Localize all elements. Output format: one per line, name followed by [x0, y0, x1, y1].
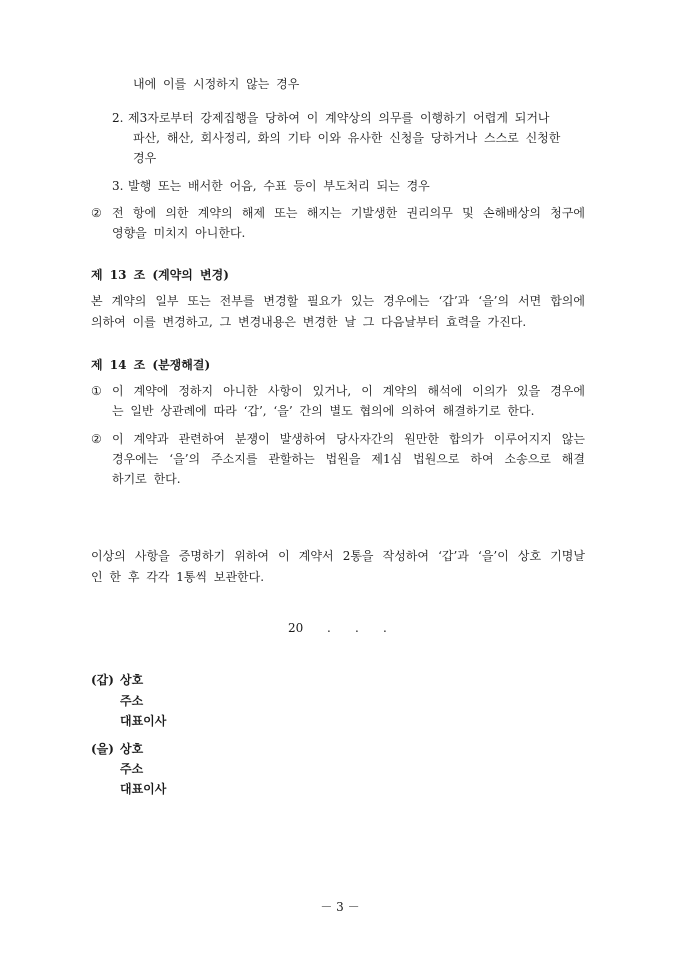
art14-para2-line1: 이 계약과 관련하여 분쟁이 발생하여 당사자간의 원만한 합의가 이루어지지 않는: [112, 432, 585, 446]
article-13-heading: 제 13 조 (계약의 변경): [91, 268, 229, 282]
party-b-company-label: 상호: [120, 742, 144, 756]
art14-para1-line1: 이 계약에 정하지 아니한 사항이 있거나, 이 계약의 해석에 이의가 있을 경우에: [112, 384, 585, 398]
party-b-ceo-label: 대표이사: [120, 782, 167, 796]
party-b-label: (을): [91, 742, 114, 756]
art14-para1-line2: 는 일반 상관례에 따라 ‘갑’, ‘을’ 간의 별도 협의에 의하여 해결하기로 한다.: [112, 404, 535, 418]
article-14-heading: 제 14 조 (분쟁해결): [91, 358, 211, 372]
art12-item2-line1: 제3자로부터 강제집행을 당하여 이 계약상의 의무를 이행하기 어렵게 되거나: [128, 111, 550, 125]
art12-item2-line2: 파산, 해산, 회사정리, 화의 기타 이와 유사한 신청을 당하거나 스스로 신청한: [133, 131, 561, 145]
date-year-prefix: 20: [288, 621, 304, 635]
art14-para1-marker: ①: [91, 384, 102, 398]
art14-para2-line3: 하기로 한다.: [112, 472, 181, 486]
art12-item2-line3: 경우: [133, 151, 157, 165]
party-a-ceo-label: 대표이사: [120, 714, 167, 728]
party-b-address-label: 주소: [120, 762, 144, 776]
art12-item3-text: 발행 또는 배서한 어음, 수표 등이 부도처리 되는 경우: [128, 179, 430, 193]
party-a-company-label: 상호: [120, 673, 144, 687]
article-13-line2: 의하여 이를 변경하고, 그 변경내용은 변경한 날 그 다음날부터 효력을 가진다.: [91, 315, 527, 329]
date-dot-month: .: [355, 621, 359, 635]
party-a-label: (갑): [91, 673, 114, 687]
party-a-address-label: 주소: [120, 694, 144, 708]
closing-line1: 이상의 사항을 증명하기 위하여 이 계약서 2통을 작성하여 ‘갑’과 ‘을’이 상호 기명날: [91, 549, 585, 563]
art12-item1-continuation: 내에 이를 시정하지 않는 경우: [133, 77, 300, 91]
art12-para2-line2: 영향을 미치지 아니한다.: [112, 226, 246, 240]
art12-item2-number: 2.: [112, 111, 124, 125]
article-13-line1: 본 계약의 일부 또는 전부를 변경할 필요가 있는 경우에는 ‘갑’과 ‘을’의 서면 합의에: [91, 294, 585, 308]
art12-para2-line1: 전 항에 의한 계약의 해제 또는 해지는 기발생한 권리의무 및 손해배상의 청구에: [112, 206, 585, 220]
closing-line2: 인 한 후 각각 1통씩 보관한다.: [91, 570, 265, 584]
date-dot-year: .: [327, 621, 331, 635]
date-dot-day: .: [383, 621, 387, 635]
art14-para2-line2: 경우에는 ‘을’의 주소지를 관할하는 법원을 제1심 법원으로 하여 소송으로 해결: [112, 452, 585, 466]
art14-para2-marker: ②: [91, 432, 102, 446]
page-number: － 3 －: [320, 900, 360, 914]
art12-item3-number: 3.: [112, 179, 124, 193]
art12-para2-marker: ②: [91, 206, 102, 220]
